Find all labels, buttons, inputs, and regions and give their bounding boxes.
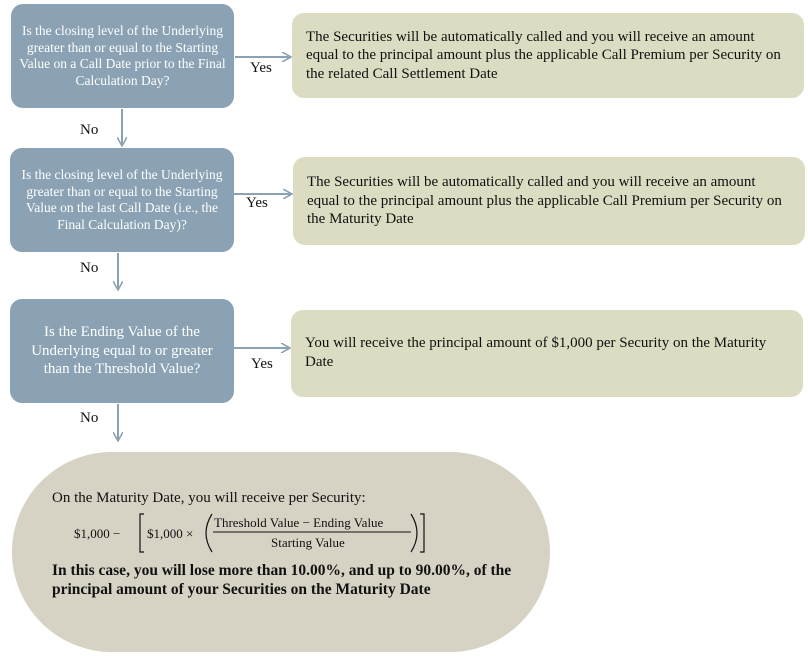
loss-warning-text: In this case, you will lose more than 10.00%, and up to 90.00%, of the principal amount of your Securities on the Maturity Date [52,562,512,598]
yes-label-1: Yes [250,60,272,76]
answer-text-3: You will receive the principal amount of $1,000 per Security on the Maturity Date [305,335,767,370]
question-box-1 [11,4,234,108]
formula-numerator: Threshold Value − Ending Value [214,515,384,530]
right-paren [411,514,417,552]
answer-box-2 [293,157,805,245]
question-box-2 [10,148,234,252]
question-text-3: Is the Ending Value of the Underlying equal to or greater than the Threshold Value? [31,324,213,378]
payout-formula [70,512,430,554]
left-bracket [140,514,144,552]
final-intro-text: On the Maturity Date, you will receive per Security: [52,490,366,506]
answer-box-1 [292,13,804,98]
formula-lead: $1,000 − [74,526,121,541]
question-text-1: Is the closing level of the Underlying greater than or equal to the Starting Value on a Call Date prior to the Final Calculation Day? [19,23,226,88]
formula-denominator: Starting Value [271,535,345,550]
answer-text-2: The Securities will be automatically called and you will receive an amount equal to the principal amount plus the applicable Call Premium per Security on the Maturity Date [307,174,782,228]
no-label-1: No [80,122,99,138]
question-box-3 [10,299,234,403]
answer-text-1: The Securities will be automatically called and you will receive an amount equal to the principal amount plus the applicable Call Premium per Security on the related Call Settlement Date [306,28,781,82]
question-text-2: Is the closing level of the Underlying greater than or equal to the Starting Value on the last Call Date (i.e., the Final Calculation Day)? [21,167,223,232]
no-label-3: No [80,410,99,426]
formula-inner: $1,000 × [147,526,194,541]
no-label-2: No [80,260,99,276]
answer-box-3 [291,310,803,397]
yes-label-2: Yes [246,195,268,211]
left-paren [206,514,212,552]
final-outcome-box [12,452,550,652]
right-bracket [420,514,424,552]
yes-label-3: Yes [251,356,273,372]
